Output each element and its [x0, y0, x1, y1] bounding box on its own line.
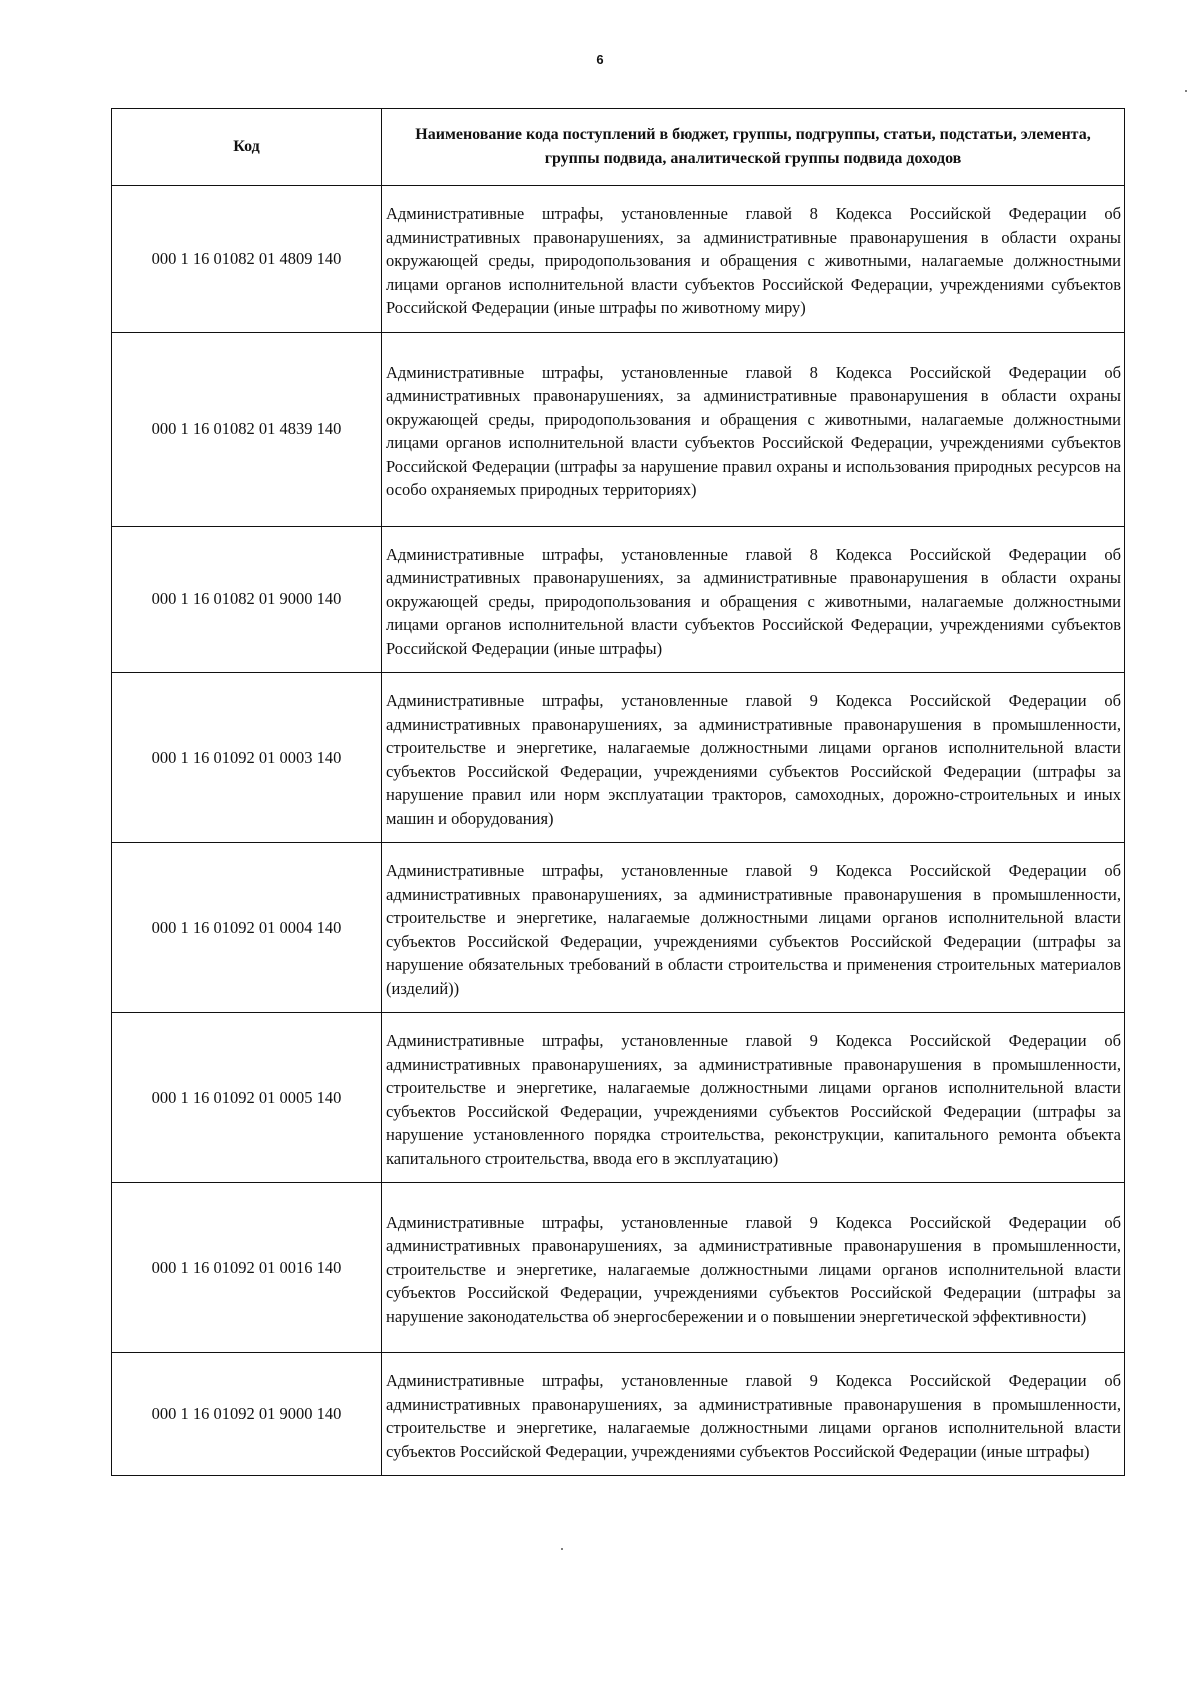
row-code: 000 1 16 01092 01 0004 140: [112, 843, 382, 1013]
row-code: 000 1 16 01082 01 4809 140: [112, 186, 382, 333]
table-row: [112, 1183, 1125, 1353]
revenue-codes-table: [111, 108, 1125, 1476]
row-code: 000 1 16 01092 01 0005 140: [112, 1013, 382, 1183]
row-description: Административные штрафы, установленные главой 8 Кодекса Российской Федерации об административных правонарушениях, за административные правонарушения в области охраны окружающей среды, природопользования и обращения с животными, налагаемые должностными лицами органов исполнительной власти субъектов Российской Федерации, учреждениями субъектов Российской Федерации (штрафы за нарушение правил охраны и использования природных ресурсов на особо охраняемых природных территориях): [382, 332, 1125, 526]
row-description: Административные штрафы, установленные главой 8 Кодекса Российской Федерации об административных правонарушениях, за административные правонарушения в области охраны окружающей среды, природопользования и обращения с животными, налагаемые должностными лицами органов исполнительной власти субъектов Российской Федерации, учреждениями субъектов Российской Федерации (иные штрафы по животному миру): [382, 186, 1125, 333]
row-description: Административные штрафы, установленные главой 9 Кодекса Российской Федерации об административных правонарушениях, за административные правонарушения в промышленности, строительстве и энергетике, налагаемые должностными лицами органов исполнительной власти субъектов Российской Федерации, учреждениями субъектов Российской Федерации (штрафы за нарушение правил или норм эксплуатации тракторов, самоходных, дорожно-строительных и иных машин и оборудования): [382, 673, 1125, 843]
table-row: [112, 843, 1125, 1013]
row-code: 000 1 16 01092 01 9000 140: [112, 1353, 382, 1476]
row-code: 000 1 16 01082 01 4839 140: [112, 332, 382, 526]
row-description: Административные штрафы, установленные главой 9 Кодекса Российской Федерации об административных правонарушениях, за административные правонарушения в промышленности, строительстве и энергетике, налагаемые должностными лицами органов исполнительной власти субъектов Российской Федерации, учреждениями субъектов Российской Федерации (штрафы за нарушение установленного порядка строительства, реконструкции, капитального ремонта объекта капитального строительства, ввода его в эксплуатацию): [382, 1013, 1125, 1183]
page-number: 6: [596, 52, 604, 67]
table-row: [112, 673, 1125, 843]
table-row: [112, 1353, 1125, 1476]
table-row: [112, 332, 1125, 526]
header-code: Код: [112, 109, 382, 186]
scan-speck: [1185, 90, 1187, 92]
scan-speck: [561, 1548, 563, 1550]
row-description: Административные штрафы, установленные главой 9 Кодекса Российской Федерации об административных правонарушениях, за административные правонарушения в промышленности, строительстве и энергетике, налагаемые должностными лицами органов исполнительной власти субъектов Российской Федерации, учреждениями субъектов Российской Федерации (штрафы за нарушение обязательных требований в области строительства и применения строительных материалов (изделий)): [382, 843, 1125, 1013]
row-description: Административные штрафы, установленные главой 8 Кодекса Российской Федерации об административных правонарушениях, за административные правонарушения в области охраны окружающей среды, природопользования и обращения с животными, налагаемые должностными лицами органов исполнительной власти субъектов Российской Федерации, учреждениями субъектов Российской Федерации (иные штрафы): [382, 526, 1125, 673]
table-header-row: [112, 109, 1125, 186]
row-description: Административные штрафы, установленные главой 9 Кодекса Российской Федерации об административных правонарушениях, за административные правонарушения в промышленности, строительстве и энергетике, налагаемые должностными лицами органов исполнительной власти субъектов Российской Федерации, учреждениями субъектов Российской Федерации (штрафы за нарушение законодательства об энергосбережении и о повышении энергетической эффективности): [382, 1183, 1125, 1353]
row-code: 000 1 16 01092 01 0003 140: [112, 673, 382, 843]
table-row: [112, 186, 1125, 333]
table-row: [112, 1013, 1125, 1183]
row-description: Административные штрафы, установленные главой 9 Кодекса Российской Федерации об административных правонарушениях, за административные правонарушения в промышленности, строительстве и энергетике, налагаемые должностными лицами органов исполнительной власти субъектов Российской Федерации, учреждениями субъектов Российской Федерации (иные штрафы): [382, 1353, 1125, 1476]
row-code: 000 1 16 01082 01 9000 140: [112, 526, 382, 673]
header-name: Наименование кода поступлений в бюджет, группы, подгруппы, статьи, подстатьи, элемента, группы подвида, аналитической группы подвида доходов: [382, 109, 1125, 186]
row-code: 000 1 16 01092 01 0016 140: [112, 1183, 382, 1353]
table-row: [112, 526, 1125, 673]
